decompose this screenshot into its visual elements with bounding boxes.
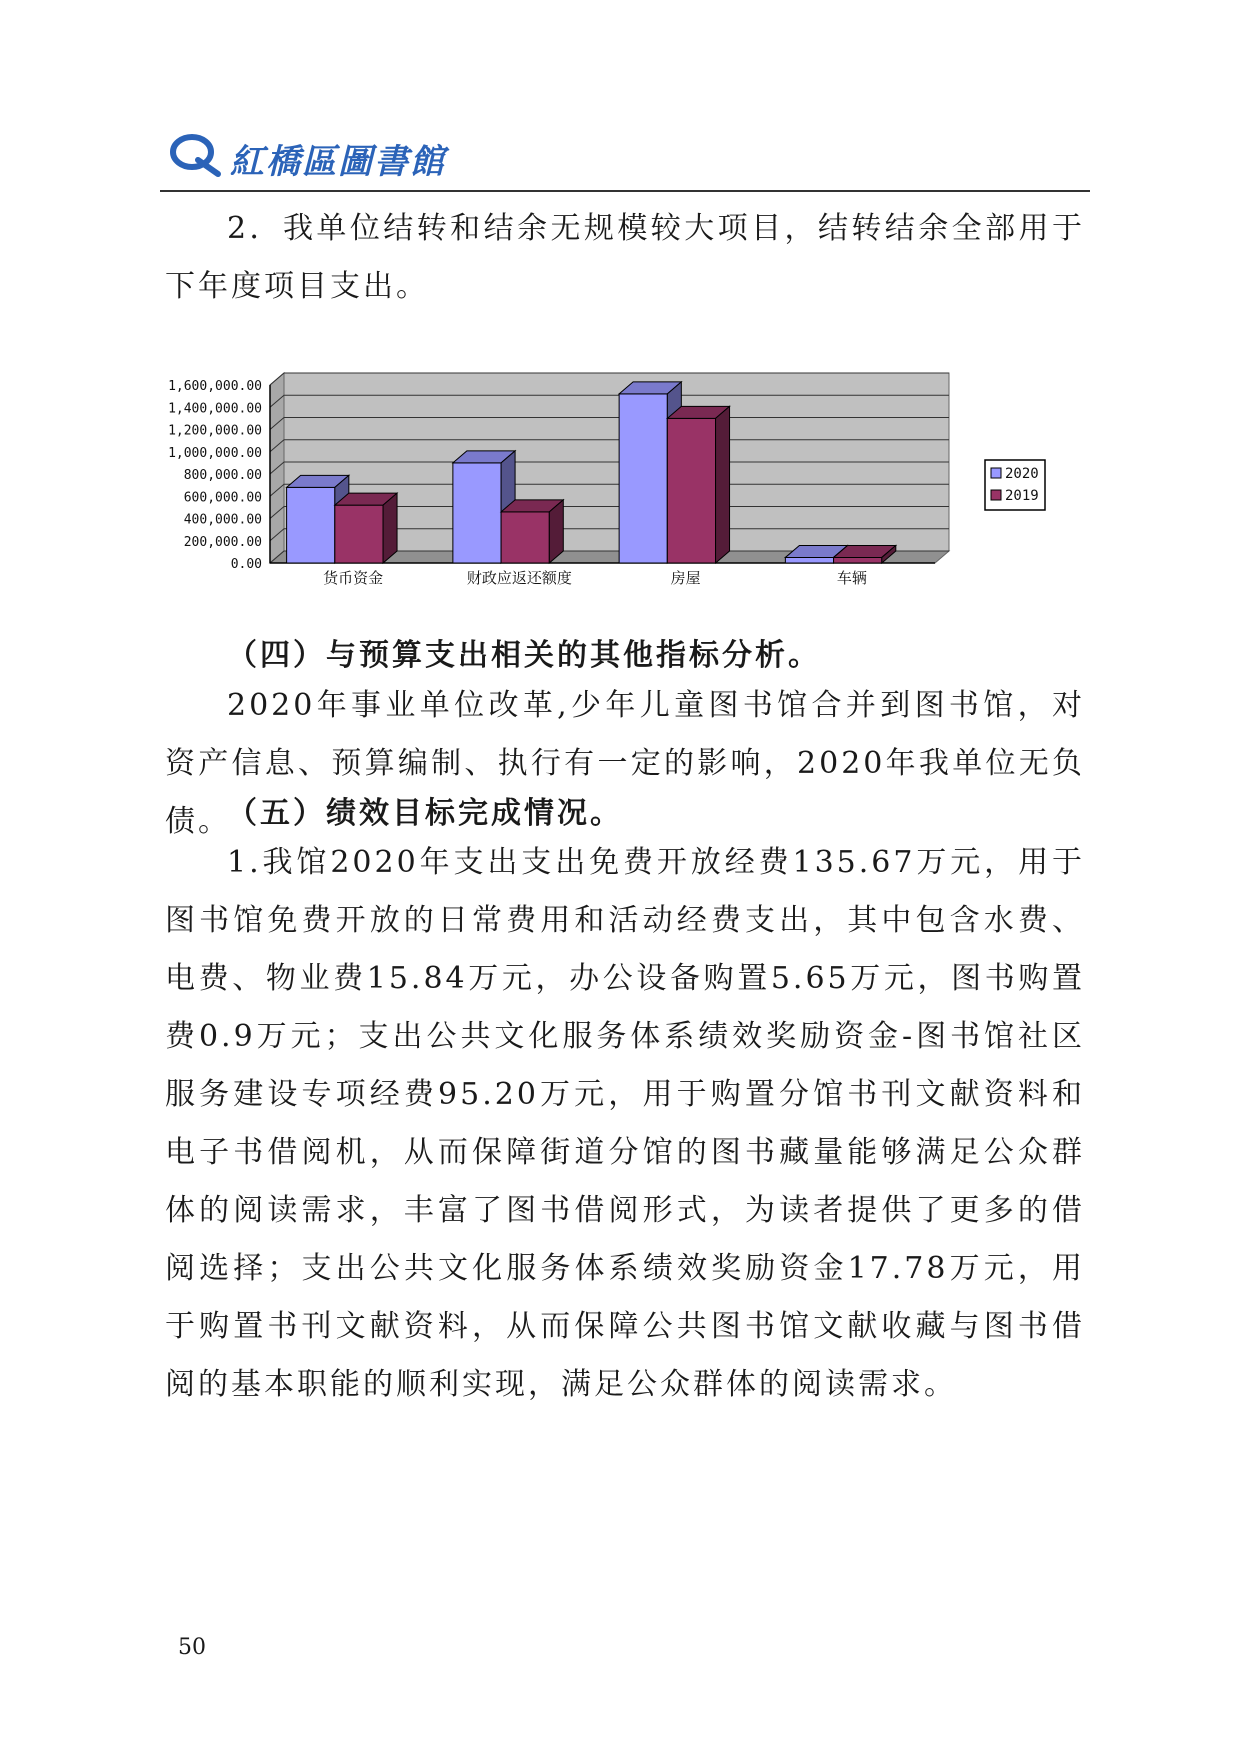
- y-tick-label: 200,000.00: [183, 534, 262, 550]
- legend-label-2020: 2020: [1005, 466, 1039, 482]
- y-tick-label: 1,200,000.00: [168, 423, 262, 439]
- bar-2019: [501, 512, 549, 563]
- bar-2020: [287, 487, 335, 563]
- library-name: 紅橋區圖書館: [230, 142, 446, 182]
- x-category-label: 车辆: [836, 569, 867, 587]
- y-tick-label: 0.00: [230, 557, 262, 572]
- bar-side-2019: [383, 493, 397, 563]
- page-header: [160, 118, 1090, 190]
- y-tick-label: 600,000.00: [183, 490, 262, 506]
- bar-2019: [834, 557, 882, 563]
- legend-label-2019: 2019: [1005, 488, 1039, 504]
- bar-2020: [619, 394, 667, 563]
- legend-swatch-2020: [991, 468, 1001, 478]
- page-number: 50: [178, 1635, 206, 1660]
- y-tick-label: 1,600,000.00: [168, 379, 262, 394]
- x-category-label: 房屋: [670, 569, 701, 587]
- section-heading-5: （五）绩效目标完成情况。: [227, 796, 623, 831]
- bar-2019: [335, 505, 383, 563]
- section-heading-4: （四）与预算支出相关的其他指标分析。: [227, 638, 821, 673]
- y-tick-label: 400,000.00: [183, 512, 262, 528]
- paragraph-performance-goals: 1.我馆2020年支出支出免费开放经费135.67万元，用于图书馆免费开放的日常费用和活动经费支出，其中包含水费、电费、物业费15.84万元，办公设备购置5.65万元，图书购置费0.9万元；支出公共文化服务体系绩效奖励资金-图书馆社区服务建设专项经费95.20万元，用于购置分馆书刊文献资料和电子书借阅机，从而保障街道分馆的图书藏量能够满足公众群体的阅读需求，丰富了图书借阅形式，为读者提供了更多的借阅选择；支出公共文化服务体系绩效奖励资金17.78万元，用于购置书刊文献资料，从而保障公共图书馆文献收藏与图书借阅的基本职能的顺利实现，满足公众群体的阅读需求。: [165, 845, 1085, 1402]
- y-tick-label: 1,000,000.00: [168, 445, 262, 461]
- paragraph-indicator-analysis: 2020年事业单位改革,少年儿童图书馆合并到图书馆，对资产信息、预算编制、执行有一定的影响，2020年我单位无负债。: [165, 688, 1085, 839]
- y-tick-label: 1,400,000.00: [168, 401, 262, 417]
- x-category-label: 财政应返还额度: [466, 569, 572, 587]
- paragraph-carryover: 2．我单位结转和结余无规模较大项目，结转结余全部用于下年度项目支出。: [165, 211, 1085, 304]
- bar-2020: [453, 463, 501, 563]
- bar-2019: [667, 418, 715, 563]
- x-category-label: 货币资金: [323, 569, 384, 587]
- header-divider: [160, 190, 1090, 192]
- bar-2020: [785, 557, 833, 563]
- legend-swatch-2019: [991, 490, 1001, 500]
- y-tick-label: 800,000.00: [183, 468, 262, 483]
- library-logo-icon: [168, 130, 222, 176]
- bar-side-2019: [716, 406, 730, 563]
